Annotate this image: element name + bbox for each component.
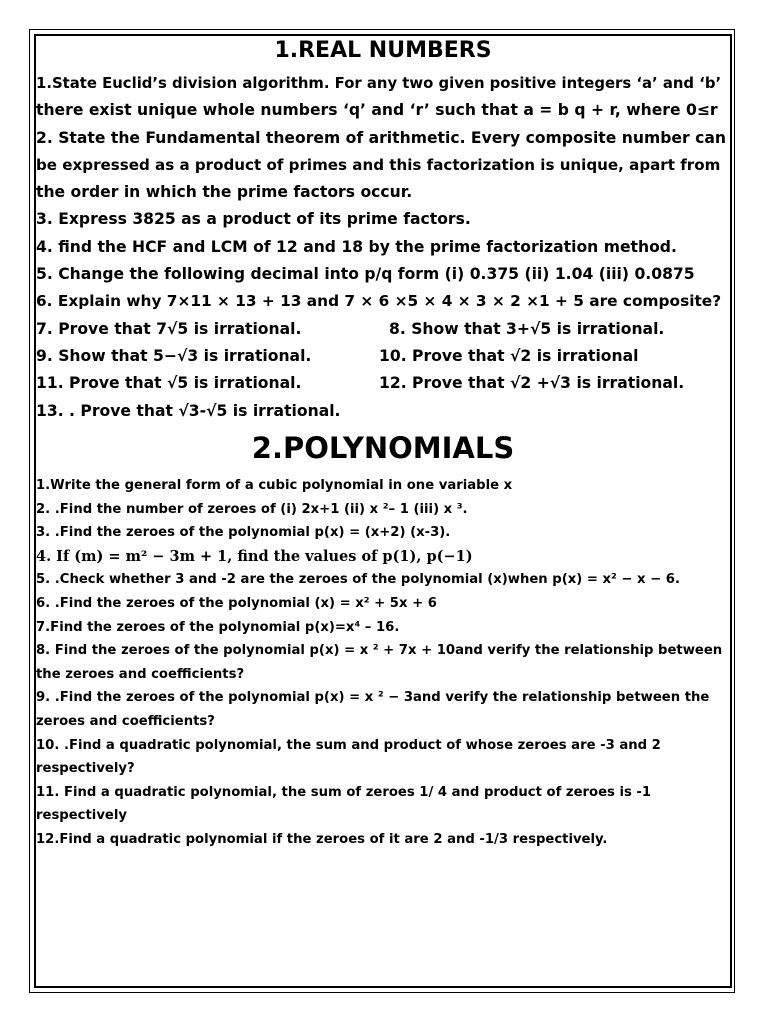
question-row-7-8 [36,316,728,343]
poly-question-10-line-1: 10. .Find a quadratic polynomial, the sum and product of whose zeroes are -3 and 2 [36,737,661,753]
poly-question-8-line-1: 8. Find the zeroes of the polynomial p(x) = x ² + 7x + 10and verify the relationship between [36,643,723,659]
poly-question-6: 6. .Find the zeroes of the polynomial (x) = x² + 5x + 6 [36,595,437,611]
section-title-real-numbers: 1.REAL NUMBERS [274,38,492,63]
polynomials-questions [36,474,728,852]
section-title-polynomials: 2.POLYNOMIALS [251,431,515,465]
poly-question-9-line-2: zeroes and coefficients? [36,713,215,729]
question-5: 5. Change the following decimal into p/q form (i) 0.375 (ii) 1.04 (iii) 0.0875 [36,265,695,284]
poly-question-9-line-1: 9. .Find the zeroes of the polynomial p(x) = x ² − 3and verify the relationship between the [36,690,710,706]
question-8: 8. Show that 3+√5 is irrational. [389,319,665,338]
question-6: 6. Explain why 7×11 × 13 + 13 and 7 × 6 ×5 × 4 × 3 × 2 ×1 + 5 are composite? [36,292,722,311]
poly-question-10-line-2: respectively? [36,761,135,777]
poly-question-7: 7.Find the zeroes of the polynomial p(x)=x⁴ – 16. [36,619,400,635]
question-2-line-2: be expressed as a product of primes and this factorization is unique, apart from [36,155,721,174]
question-row-11-12 [36,370,728,397]
question-3: 3. Express 3825 as a product of its prime factors. [36,210,471,229]
poly-question-11-line-1: 11. Find a quadratic polynomial, the sum of zeroes 1/ 4 and product of zeroes is -1 [36,784,652,800]
poly-question-8-line-2: the zeroes and coefficients? [36,666,245,682]
question-7: 7. Prove that 7√5 is irrational. [36,319,302,338]
question-11: 11. Prove that √5 is irrational. [36,374,302,393]
poly-question-1: 1.Write the general form of a cubic polynomial in one variable x [36,478,513,493]
question-9: 9. Show that 5−√3 is irrational. [36,346,312,365]
poly-question-5: 5. .Check whether 3 and -2 are the zeroes of the polynomial (x)when p(x) = x² − x − 6. [36,572,680,588]
question-13: 13. . Prove that √3-√5 is irrational. [36,401,341,420]
real-numbers-questions [36,70,728,425]
poly-question-12: 12.Find a quadratic polynomial if the zeroes of it are 2 and -1/3 respectively. [36,831,608,847]
question-10: 10. Prove that √2 is irrational [379,346,639,365]
poly-question-4: 4. If (m) = m² − 3m + 1, find the values of p(1), p(−1) [36,547,473,565]
question-row-9-10 [36,343,728,370]
question-1-line-1: 1.State Euclid’s division algorithm. For any two given positive integers ‘a’ and ‘b’ [36,74,722,92]
question-2-line-1: 2. State the Fundamental theorem of arithmetic. Every composite number can [36,128,726,147]
poly-question-11-line-2: respectively [36,808,127,824]
poly-question-3: 3. .Find the zeroes of the polynomial p(x) = (x+2) (x-3). [36,525,451,541]
question-4: 4. find the HCF and LCM of 12 and 18 by the prime factorization method. [36,237,677,256]
question-12: 12. Prove that √2 +√3 is irrational. [379,374,685,393]
question-2-line-3: the order in which the prime factors occur. [36,183,413,202]
poly-question-2: 2. .Find the number of zeroes of (i) 2x+1 (ii) x ²– 1 (iii) x ³. [36,501,468,517]
question-1-line-2: there exist unique whole numbers ‘q’ and ‘r’ such that a = b q + r, where 0≤r [36,101,718,120]
